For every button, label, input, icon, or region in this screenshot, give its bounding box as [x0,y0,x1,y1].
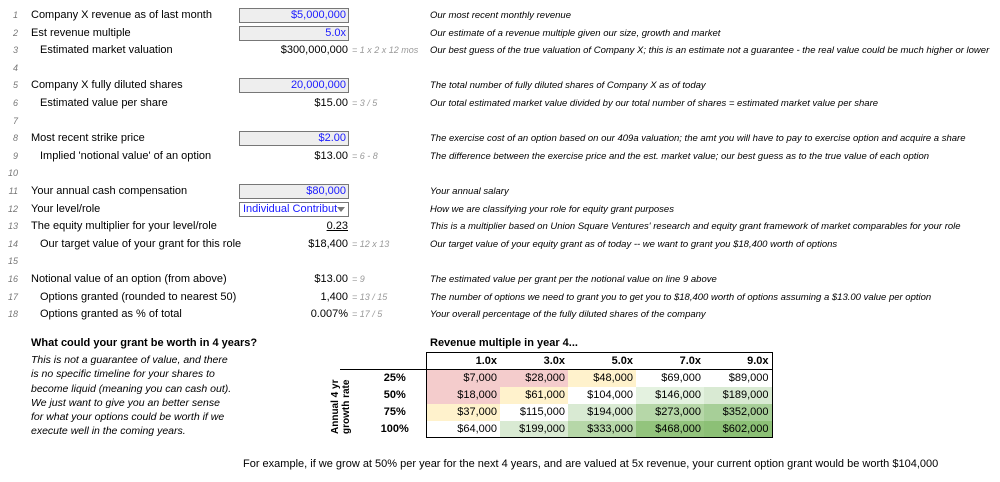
grant-value-cell: $7,000 [426,370,500,387]
dropdown-arrow-icon[interactable] [337,207,345,212]
grid-spacer [340,421,364,438]
computed-value: 1,400 [320,290,348,303]
row-description: The total number of fully diluted shares of Company X as of today [430,80,706,92]
input-field[interactable]: $2.00 [239,131,349,146]
grant-value-cell: $89,000 [704,370,772,387]
row-number: 4 [12,62,18,73]
row-label: Your level/role [31,202,101,215]
grid-title: Revenue multiple in year 4... [430,337,578,349]
multiple-column-header: 9.0x [704,353,772,370]
row-description: The exercise cost of an option based on our 409a valuation; the amt you will have to pay to exercise option and acquire a share [430,133,966,145]
grant-value-cell: $602,000 [704,421,772,438]
level-role-select[interactable] [239,202,349,217]
row-label: Company X fully diluted shares [31,79,183,92]
grant-heading: What could your grant be worth in 4 years? [31,337,258,349]
row-description: Our total estimated market value divided by our total number of shares = estimated market value per share [430,98,879,109]
computed-value: $18,400 [308,237,348,250]
row-label: Most recent strike price [31,132,145,145]
formula-note: = 6 - 8 [352,150,378,161]
disclaimer-line: execute well in the coming years. [31,425,186,438]
grant-value-cell: $69,000 [636,370,704,387]
input-field[interactable]: $5,000,000 [239,8,349,23]
row-label: The equity multiplier for your level/role [31,220,217,233]
row-number: 7 [12,115,18,126]
row-description: Your annual salary [430,186,509,197]
grid-header-row [340,353,772,370]
grant-value-cell: $37,000 [426,404,500,421]
row-number: 12 [7,203,18,214]
grant-value-cell: $273,000 [636,404,704,421]
disclaimer-line: for what your options could be worth if we [31,411,225,424]
computed-value: 0.007% [310,308,348,321]
grid-row [340,370,772,387]
row-number: 13 [7,221,18,232]
row-label: Estimated value per share [40,97,168,109]
growth-rate-label: 50% [383,389,406,401]
formula-note: = 13 / 15 [352,291,388,302]
computed-value: $13.00 [314,149,348,162]
grant-value-cell: $115,000 [500,404,568,421]
grant-value-cell: $64,000 [426,421,500,438]
row-label: Options granted as % of total [40,308,182,321]
formula-note: = 3 / 5 [352,98,378,108]
grid-row [340,404,772,421]
row-description: Our best guess of the true valuation of Company X; this is an estimate not a guarantee - the real value could be much higher or lower [430,45,990,57]
axis-label-line: growth rate [341,379,352,434]
formula-note: = 12 x 13 [352,238,390,249]
multiple-column-header: 5.0x [568,353,636,370]
row-number: 6 [12,98,18,108]
row-number: 17 [7,291,18,302]
growth-rate-label: 75% [383,406,406,418]
valuation-grid [340,352,773,438]
grant-value-cell: $146,000 [636,387,704,404]
row-description: Our most recent monthly revenue [430,10,571,21]
row-label: Est revenue multiple [31,26,131,39]
growth-rate-label: 100% [380,423,409,435]
formula-note: = 17 / 5 [352,309,383,320]
formula-note: = 9 [352,274,365,284]
growth-rate-label: 25% [383,372,406,385]
grant-value-cell: $352,000 [704,404,772,421]
grant-value-cell: $468,000 [636,421,704,438]
row-number: 2 [12,27,18,38]
computed-value: $300,000,000 [280,44,348,57]
grant-disclaimer [31,353,231,439]
row-description: How we are classifying your role for equity grant purposes [430,203,674,215]
grid-spacer [340,387,364,404]
row-description: The estimated value per grant per the notional value on line 9 above [430,274,717,285]
multiple-column-header: 3.0x [500,353,568,370]
row-label: Your annual cash compensation [31,185,188,197]
row-label: Estimated market valuation [40,44,173,57]
row-number: 11 [8,186,18,196]
row-number: 10 [7,168,18,179]
row-label: Notional value of an option (from above) [31,273,227,285]
disclaimer-line: We just want to give you an better sense [31,396,220,409]
grid-spacer [340,404,364,421]
row-number: 3 [12,45,18,56]
disclaimer-line: is no specific timeline for your shares to [31,368,215,381]
grid-row [340,387,772,404]
input-field[interactable]: 20,000,000 [239,78,349,93]
grant-value-cell: $333,000 [568,421,636,438]
computed-value: 0.23 [326,220,348,233]
row-number: 16 [7,274,18,284]
row-number: 1 [12,10,18,20]
row-number: 9 [12,150,18,161]
grant-value-cell: $61,000 [500,387,568,404]
input-field[interactable]: 5.0x [239,26,349,41]
multiple-column-header: 7.0x [636,353,704,370]
footer-example: For example, if we grow at 50% per year for the next 4 years, and are valued at 5x revenue, your current option grant would be worth $104,000 [243,458,939,470]
disclaimer-line: This is not a guarantee of value, and there [31,354,228,366]
grid-row [340,421,772,438]
row-description: Your overall percentage of the fully diluted shares of the company [430,309,706,321]
grant-value-cell: $199,000 [500,421,568,438]
row-label: Options granted (rounded to nearest 50) [40,290,237,303]
grid-spacer [340,370,364,387]
computed-value: $13.00 [314,273,348,285]
formula-note: = 1 x 2 x 12 mos [352,45,419,56]
grant-value-cell: $48,000 [568,370,636,387]
row-description: The number of options we need to grant you to get you to $18,400 worth of options assuming a $13.00 value per option [430,291,932,303]
row-number: 5 [12,80,18,91]
row-description: The difference between the exercise price and the est. market value; our best guess as to the true value of each option [430,150,930,162]
row-description: This is a multiplier based on Union Square Ventures' research and equity grant framework of market comparables for your role [430,221,961,233]
computed-value: $15.00 [314,97,348,109]
row-number: 15 [7,256,18,267]
row-number: 18 [7,309,18,320]
grant-value-cell: $28,000 [500,370,568,387]
row-label: Our target value of your grant for this role [40,237,242,250]
row-number: 14 [7,238,18,249]
row-number: 8 [12,133,18,144]
grant-value-cell: $189,000 [704,387,772,404]
grant-value-cell: $194,000 [568,404,636,421]
multiple-column-header: 1.0x [426,353,500,370]
row-description: Our estimate of a revenue multiple given our size, growth and market [430,27,721,39]
row-label: Company X revenue as of last month [31,9,212,21]
grid-corner [364,353,426,370]
grant-value-cell: $104,000 [568,387,636,404]
grant-value-cell: $18,000 [426,387,500,404]
select-value: Individual Contribut [243,202,338,215]
row-label: Implied 'notional value' of an option [40,149,212,162]
row-description: Our target value of your equity grant as of today -- we want to grant you $18,400 worth of options [430,238,838,250]
input-field[interactable]: $80,000 [239,184,349,199]
disclaimer-line: become liquid (meaning you can cash out). [31,382,232,395]
axis-label-line: Annual 4 yr [330,379,341,434]
grid-corner [340,353,364,370]
